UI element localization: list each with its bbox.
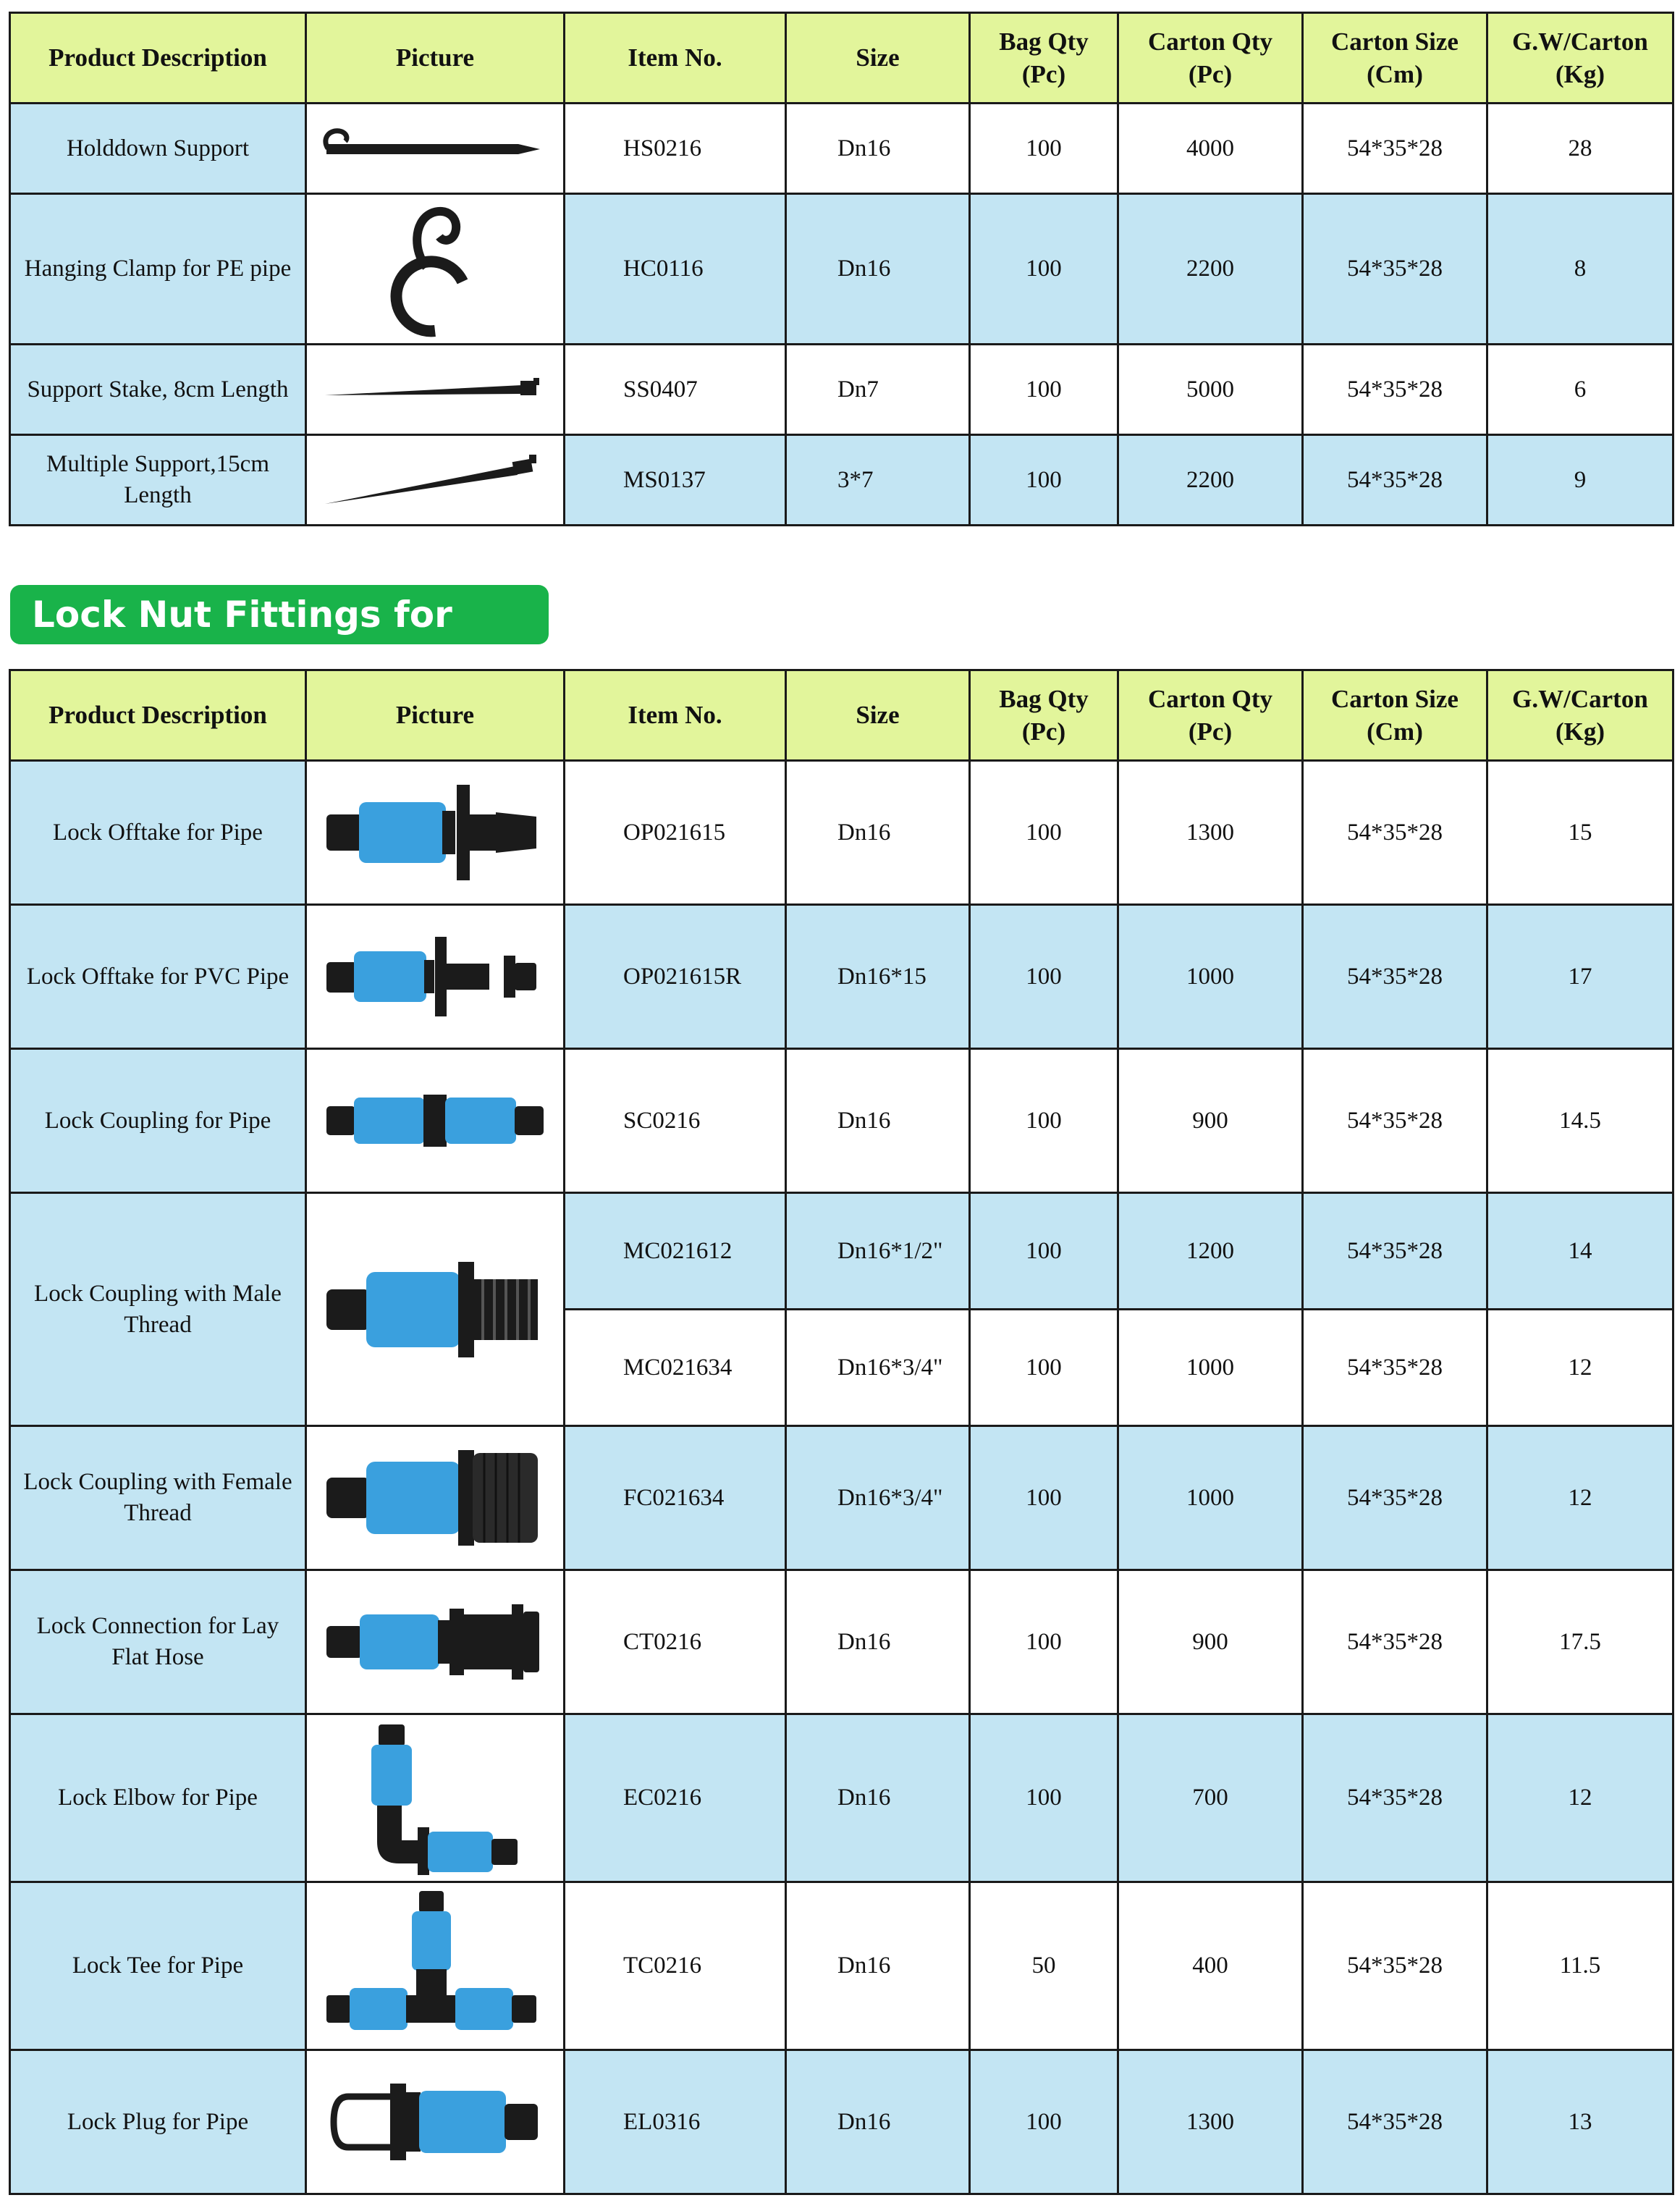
- bag-qty: 100: [970, 435, 1118, 526]
- bag-qty: 100: [970, 104, 1118, 194]
- table-row: [10, 345, 1673, 435]
- product-description: Lock Tee for Pipe: [10, 1882, 306, 2050]
- carton-size: 54*35*28: [1303, 1714, 1487, 1882]
- product-picture: [306, 435, 565, 526]
- product-picture: [306, 1570, 565, 1714]
- item-no: FC021634: [565, 1426, 786, 1570]
- bag-qty: 100: [970, 1193, 1118, 1310]
- size: Dn16: [786, 1882, 970, 2050]
- gw-carton: 14: [1487, 1193, 1673, 1310]
- bag-qty: 100: [970, 1310, 1118, 1426]
- size: Dn16: [786, 1570, 970, 1714]
- item-no: HS0216: [565, 104, 786, 194]
- table-row: [10, 1426, 1673, 1570]
- header-gw-carton: G.W/Carton (Kg): [1487, 670, 1673, 761]
- carton-size: 54*35*28: [1303, 435, 1487, 526]
- carton-qty: 1200: [1118, 1193, 1303, 1310]
- item-no: SS0407: [565, 345, 786, 435]
- header-bag-qty: Bag Qty (Pc): [970, 670, 1118, 761]
- product-description: Lock Offtake for Pipe: [10, 761, 306, 905]
- bag-qty: 100: [970, 761, 1118, 905]
- gw-carton: 15: [1487, 761, 1673, 905]
- carton-qty: 1300: [1118, 2050, 1303, 2194]
- carton-size: 54*35*28: [1303, 104, 1487, 194]
- table-row: [10, 761, 1673, 905]
- gw-carton: 11.5: [1487, 1882, 1673, 2050]
- product-picture: [306, 345, 565, 435]
- size: Dn16: [786, 1714, 970, 1882]
- header-picture: Picture: [306, 13, 565, 104]
- product-picture: [306, 1049, 565, 1193]
- size: Dn16: [786, 2050, 970, 2194]
- size: Dn16: [786, 761, 970, 905]
- bag-qty: 100: [970, 1426, 1118, 1570]
- size: Dn16*1/2": [786, 1193, 970, 1310]
- item-no: EC0216: [565, 1714, 786, 1882]
- carton-qty: 700: [1118, 1714, 1303, 1882]
- product-description: Lock Coupling with Female Thread: [10, 1426, 306, 1570]
- item-no: TC0216: [565, 1882, 786, 2050]
- bag-qty: 50: [970, 1882, 1118, 2050]
- table-row: [10, 1882, 1673, 2050]
- carton-size: 54*35*28: [1303, 761, 1487, 905]
- support-table: [9, 12, 1674, 526]
- lock-offtake-pvc-icon: [319, 930, 551, 1024]
- gw-carton: 17: [1487, 905, 1673, 1049]
- gw-carton: 13: [1487, 2050, 1673, 2194]
- lock-offtake-icon: [319, 775, 551, 890]
- carton-qty: 400: [1118, 1882, 1303, 2050]
- product-picture: [306, 1426, 565, 1570]
- gw-carton: 17.5: [1487, 1570, 1673, 1714]
- table-row: [10, 104, 1673, 194]
- product-picture: [306, 1193, 565, 1426]
- header-carton-size: Carton Size (Cm): [1303, 670, 1487, 761]
- carton-qty: 1300: [1118, 761, 1303, 905]
- product-description: Hanging Clamp for PE pipe: [10, 194, 306, 345]
- carton-size: 54*35*28: [1303, 1049, 1487, 1193]
- bag-qty: 100: [970, 2050, 1118, 2194]
- table-row: [10, 194, 1673, 345]
- item-no: MC021612: [565, 1193, 786, 1310]
- carton-qty: 1000: [1118, 1426, 1303, 1570]
- product-picture: [306, 905, 565, 1049]
- product-description: Lock Offtake for PVC Pipe: [10, 905, 306, 1049]
- product-description: Holddown Support: [10, 104, 306, 194]
- carton-qty: 5000: [1118, 345, 1303, 435]
- support-stake-icon: [319, 368, 551, 411]
- table-header-row: [10, 670, 1673, 761]
- bag-qty: 100: [970, 1570, 1118, 1714]
- size: Dn16*3/4": [786, 1310, 970, 1426]
- carton-size: 54*35*28: [1303, 194, 1487, 345]
- header-item-no: Item No.: [565, 670, 786, 761]
- lock-nut-fittings-table: [9, 669, 1674, 2195]
- size: Dn16: [786, 104, 970, 194]
- size: Dn16: [786, 194, 970, 345]
- carton-size: 54*35*28: [1303, 1570, 1487, 1714]
- carton-qty: 1000: [1118, 905, 1303, 1049]
- gw-carton: 8: [1487, 194, 1673, 345]
- item-no: EL0316: [565, 2050, 786, 2194]
- table-row: [10, 1714, 1673, 1882]
- header-size: Size: [786, 670, 970, 761]
- gw-carton: 12: [1487, 1426, 1673, 1570]
- bag-qty: 100: [970, 1049, 1118, 1193]
- carton-size: 54*35*28: [1303, 1426, 1487, 1570]
- item-no: OP021615: [565, 761, 786, 905]
- size: Dn16: [786, 1049, 970, 1193]
- carton-size: 54*35*28: [1303, 1882, 1487, 2050]
- size: Dn16*15: [786, 905, 970, 1049]
- product-description: Lock Coupling with Male Thread: [10, 1193, 306, 1426]
- table-row: [10, 1049, 1673, 1193]
- header-picture: Picture: [306, 670, 565, 761]
- table-row: [10, 1193, 1673, 1310]
- product-picture: [306, 761, 565, 905]
- carton-size: 54*35*28: [1303, 345, 1487, 435]
- header-carton-qty: Carton Qty (Pc): [1118, 13, 1303, 104]
- item-no: MC021634: [565, 1310, 786, 1426]
- header-carton-size: Carton Size (Cm): [1303, 13, 1487, 104]
- lock-elbow-icon: [326, 1719, 544, 1878]
- product-picture: [306, 2050, 565, 2194]
- product-description: Lock Elbow for Pipe: [10, 1714, 306, 1882]
- carton-qty: 900: [1118, 1049, 1303, 1193]
- item-no: OP021615R: [565, 905, 786, 1049]
- product-description: Lock Connection for Lay Flat Hose: [10, 1570, 306, 1714]
- carton-size: 54*35*28: [1303, 1310, 1487, 1426]
- item-no: HC0116: [565, 194, 786, 345]
- size: Dn7: [786, 345, 970, 435]
- carton-qty: 4000: [1118, 104, 1303, 194]
- carton-size: 54*35*28: [1303, 905, 1487, 1049]
- header-item-no: Item No.: [565, 13, 786, 104]
- hanging-clamp-icon: [384, 201, 486, 338]
- product-picture: [306, 1882, 565, 2050]
- gw-carton: 6: [1487, 345, 1673, 435]
- table-row: [10, 435, 1673, 526]
- carton-qty: 2200: [1118, 194, 1303, 345]
- product-description: Lock Plug for Pipe: [10, 2050, 306, 2194]
- table-header-row: [10, 13, 1673, 104]
- lock-plug-icon: [319, 2068, 551, 2176]
- header-carton-qty: Carton Qty (Pc): [1118, 670, 1303, 761]
- bag-qty: 100: [970, 194, 1118, 345]
- item-no: CT0216: [565, 1570, 786, 1714]
- lock-coupling-male-thread-icon: [319, 1244, 551, 1375]
- gw-carton: 28: [1487, 104, 1673, 194]
- lock-coupling-icon: [319, 1084, 551, 1157]
- size: Dn16*3/4": [786, 1426, 970, 1570]
- carton-qty: 900: [1118, 1570, 1303, 1714]
- item-no: MS0137: [565, 435, 786, 526]
- table-row: [10, 1570, 1673, 1714]
- header-product-description: Product Description: [10, 13, 306, 104]
- section-title: Lock Nut Fittings for: [10, 585, 549, 644]
- lock-tee-icon: [319, 1887, 551, 2046]
- carton-size: 54*35*28: [1303, 2050, 1487, 2194]
- holddown-support-icon: [319, 127, 551, 170]
- product-picture: [306, 194, 565, 345]
- table-row: [10, 2050, 1673, 2194]
- multiple-support-icon: [319, 447, 551, 513]
- bag-qty: 100: [970, 345, 1118, 435]
- size: 3*7: [786, 435, 970, 526]
- product-description: Lock Coupling for Pipe: [10, 1049, 306, 1193]
- carton-qty: 1000: [1118, 1310, 1303, 1426]
- carton-qty: 2200: [1118, 435, 1303, 526]
- header-bag-qty: Bag Qty (Pc): [970, 13, 1118, 104]
- product-description: Multiple Support,15cm Length: [10, 435, 306, 526]
- header-product-description: Product Description: [10, 670, 306, 761]
- gw-carton: 12: [1487, 1310, 1673, 1426]
- gw-carton: 9: [1487, 435, 1673, 526]
- carton-size: 54*35*28: [1303, 1193, 1487, 1310]
- bag-qty: 100: [970, 1714, 1118, 1882]
- header-size: Size: [786, 13, 970, 104]
- gw-carton: 12: [1487, 1714, 1673, 1882]
- product-picture: [306, 104, 565, 194]
- gw-carton: 14.5: [1487, 1049, 1673, 1193]
- item-no: SC0216: [565, 1049, 786, 1193]
- product-picture: [306, 1714, 565, 1882]
- lock-connection-lay-flat-icon: [319, 1591, 551, 1693]
- product-description: Support Stake, 8cm Length: [10, 345, 306, 435]
- lock-coupling-female-thread-icon: [319, 1433, 551, 1563]
- header-gw-carton: G.W/Carton (Kg): [1487, 13, 1673, 104]
- bag-qty: 100: [970, 905, 1118, 1049]
- table-row: [10, 905, 1673, 1049]
